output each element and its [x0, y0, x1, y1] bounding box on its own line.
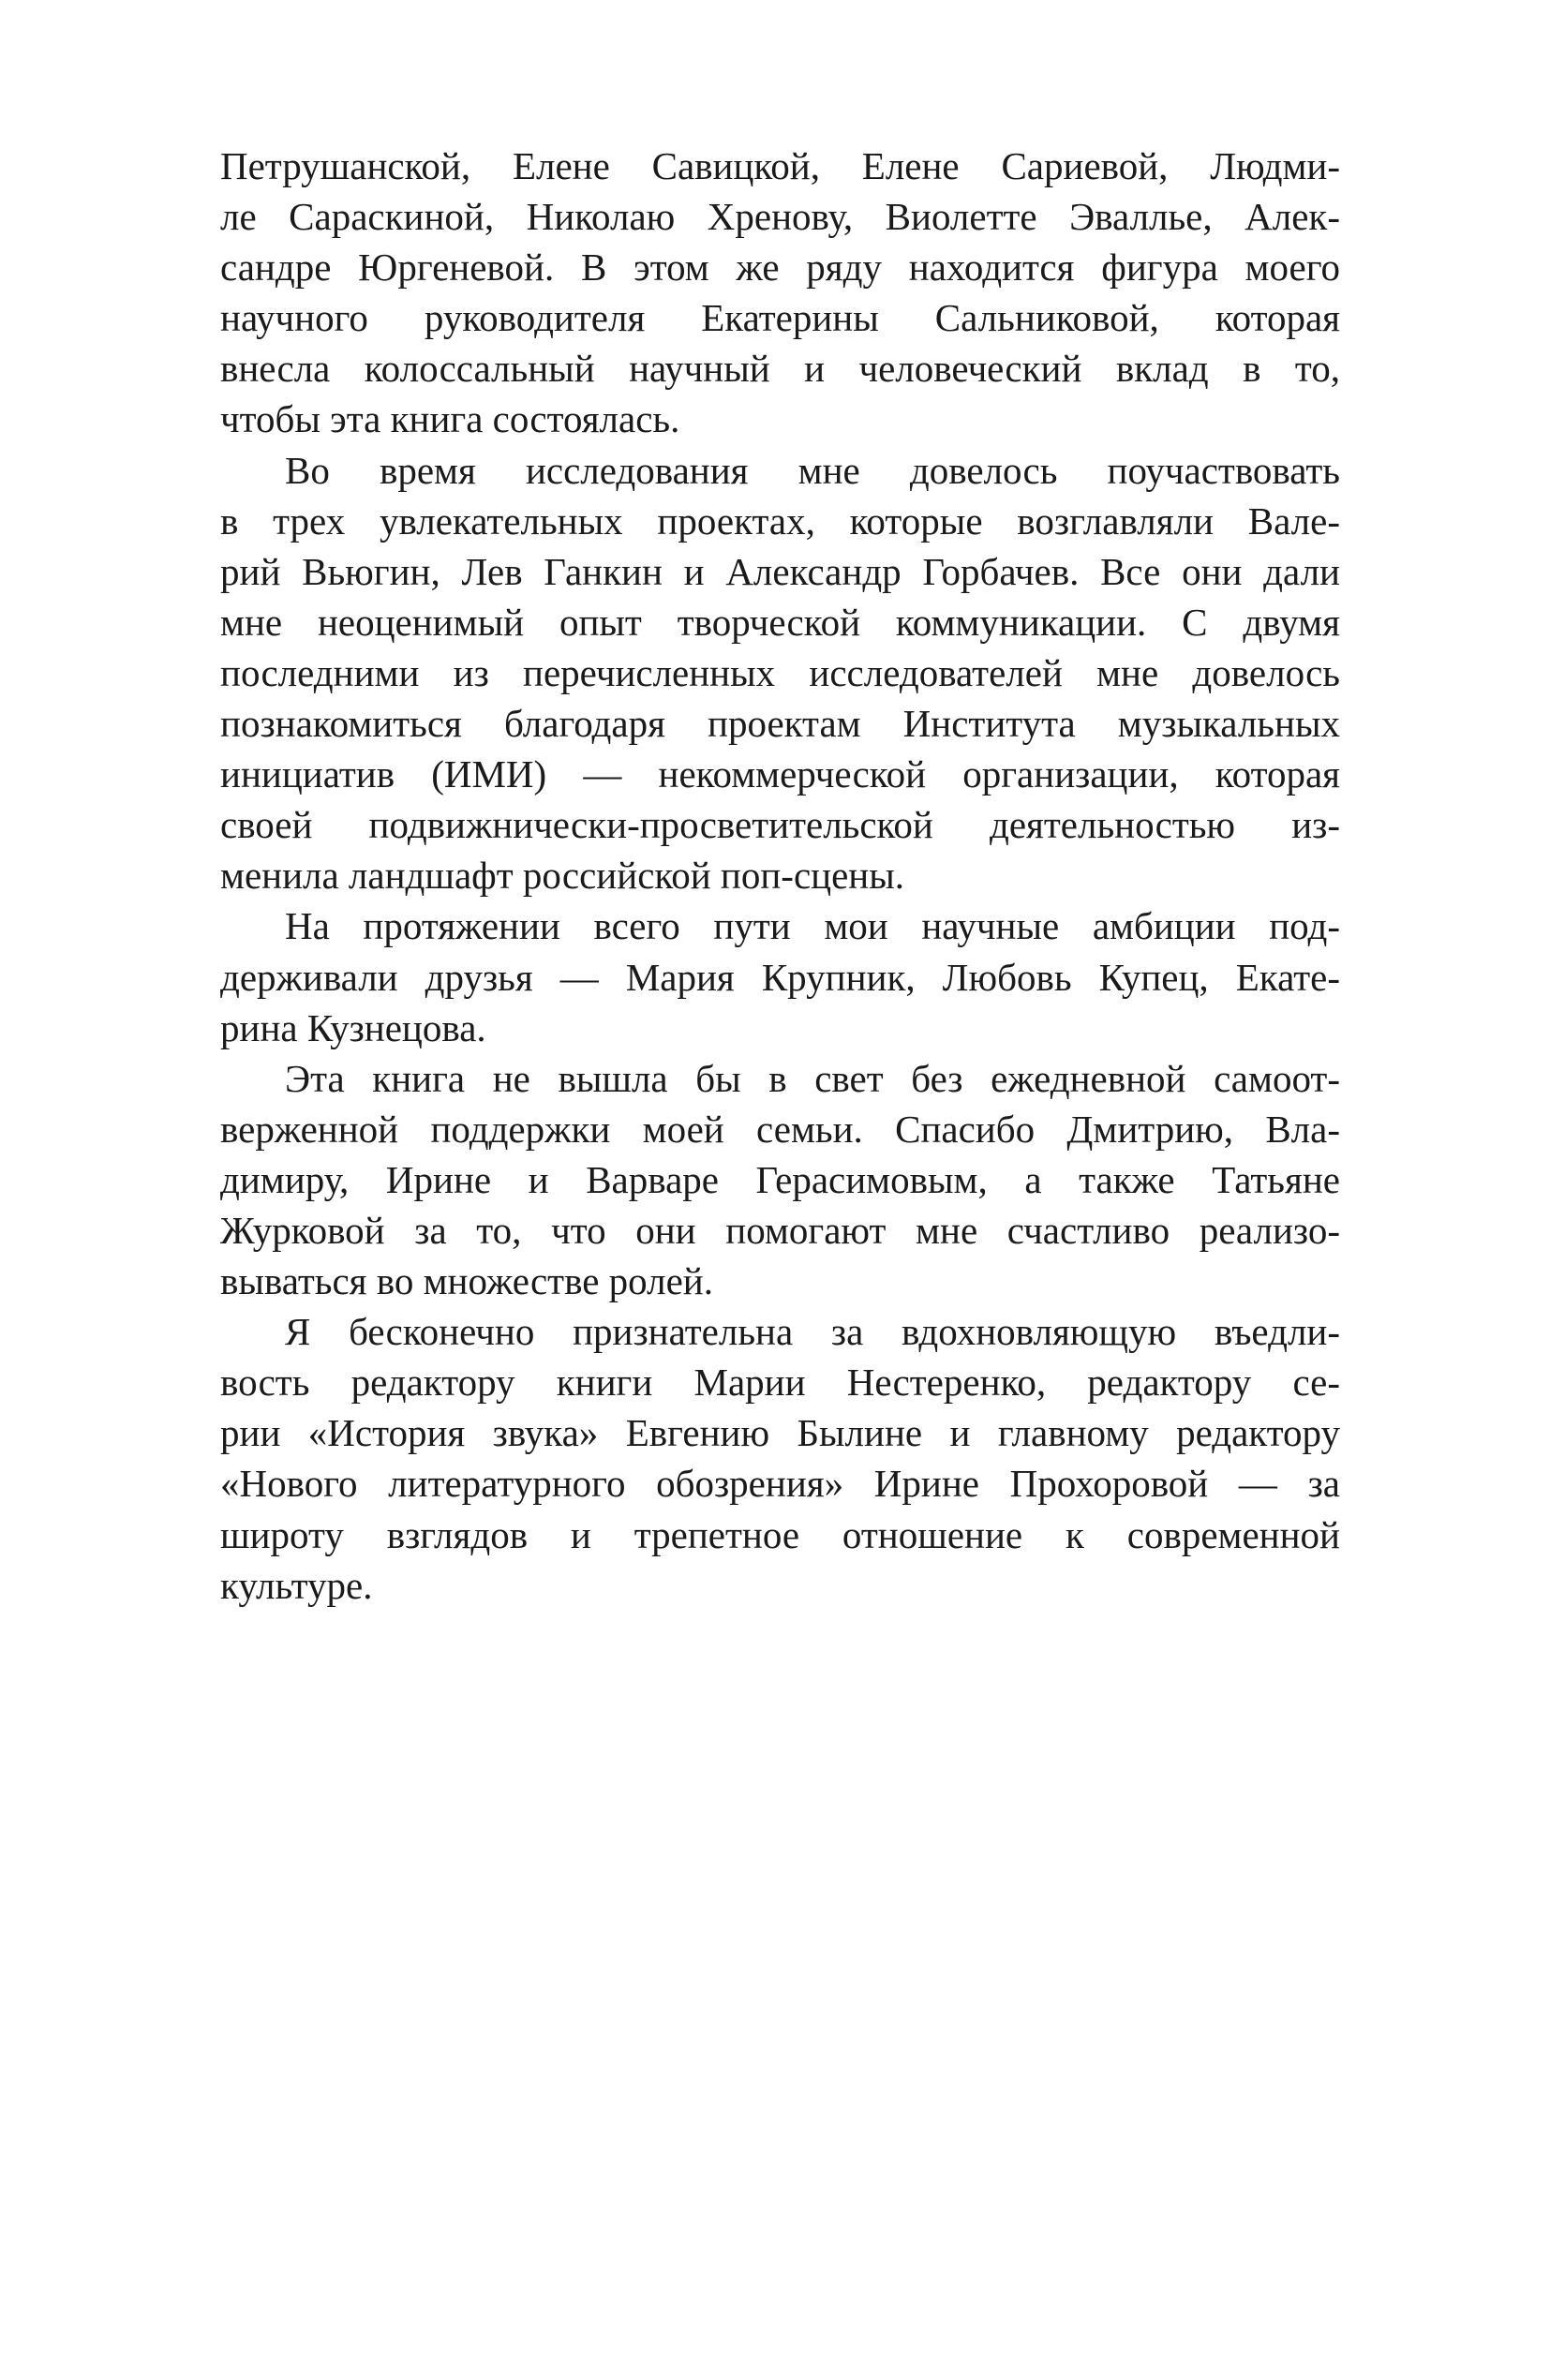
text-line: димиру, Ирине и Варваре Герасимовым, а также Татьяне [220, 1157, 1340, 1201]
text-line: Я бесконечно признательна за вдохновляющую въедли- [285, 1310, 1340, 1354]
text-line: культуре. [220, 1563, 373, 1607]
text-line: широту взглядов и трепетное отношение к современной [220, 1512, 1340, 1556]
text-line: «Нового литературного обозрения» Ирине Прохоровой — за [220, 1462, 1340, 1506]
text-line: вываться во множестве ролей. [220, 1259, 713, 1303]
text-line: держивали друзья — Мария Крупник, Любовь Купец, Екате- [220, 955, 1340, 999]
text-line: рии «История звука» Евгению Былине и главному редактору [220, 1411, 1340, 1455]
text-line: мне неоценимый опыт творческой коммуникации. С двумя [220, 600, 1340, 644]
paragraph [220, 445, 1340, 901]
text-line: Эта книга не вышла бы в свет без ежедневной самоот- [285, 1056, 1340, 1100]
text-line: познакомиться благодаря проектам Института музыкальных [220, 702, 1340, 746]
text-line: ле Сараскиной, Николаю Хренову, Виолетте Эвалльe, Алек- [220, 195, 1340, 239]
text-line: Журковой за то, что они помогают мне счастливо реализо- [220, 1208, 1340, 1252]
text-line: На протяжении всего пути мои научные амбиции под- [285, 904, 1340, 948]
text-line: вость редактору книги Марии Нестеренко, редактору се- [220, 1361, 1340, 1405]
text-line: в трех увлекательных проектах, которые возглавляли Вале- [220, 498, 1340, 543]
text-line: инициатив (ИМИ) — некоммерческой организации, которая [220, 752, 1340, 796]
text-line: последними из перечисленных исследователей мне довелось [220, 650, 1340, 694]
paragraph [220, 900, 1340, 1052]
text-line: верженной поддержки моей семьи. Спасибо Дмитрию, Вла- [220, 1107, 1340, 1151]
text-line: менила ландшафт российской поп-сцены. [220, 854, 905, 898]
text-line: своей подвижнически-просветительской деятельностью из- [220, 803, 1340, 847]
text-line: внесла колоссальный научный и человеческий вклад в то, [220, 347, 1340, 391]
text-line: рий Вьюгин, Лев Ганкин и Александр Горбачев. Все они дали [220, 549, 1340, 593]
text-line: чтобы эта книга состоялась. [220, 397, 680, 441]
text-line: Во время исследования мне довелось поучаствовать [285, 448, 1340, 492]
body-text [220, 141, 1340, 1611]
text-line: Петрушанской, Елене Савицкой, Елене Сариевой, Людми- [220, 144, 1340, 187]
paragraph [220, 1306, 1340, 1611]
text-line: рина Кузнецова. [220, 1005, 486, 1049]
paragraph [220, 1053, 1340, 1306]
paragraph [220, 141, 1340, 445]
text-line: научного руководителя Екатерины Сальниковой, которая [220, 296, 1340, 340]
text-line: сандре Юргеневой. В этом же ряду находится фигура моего [220, 245, 1340, 290]
